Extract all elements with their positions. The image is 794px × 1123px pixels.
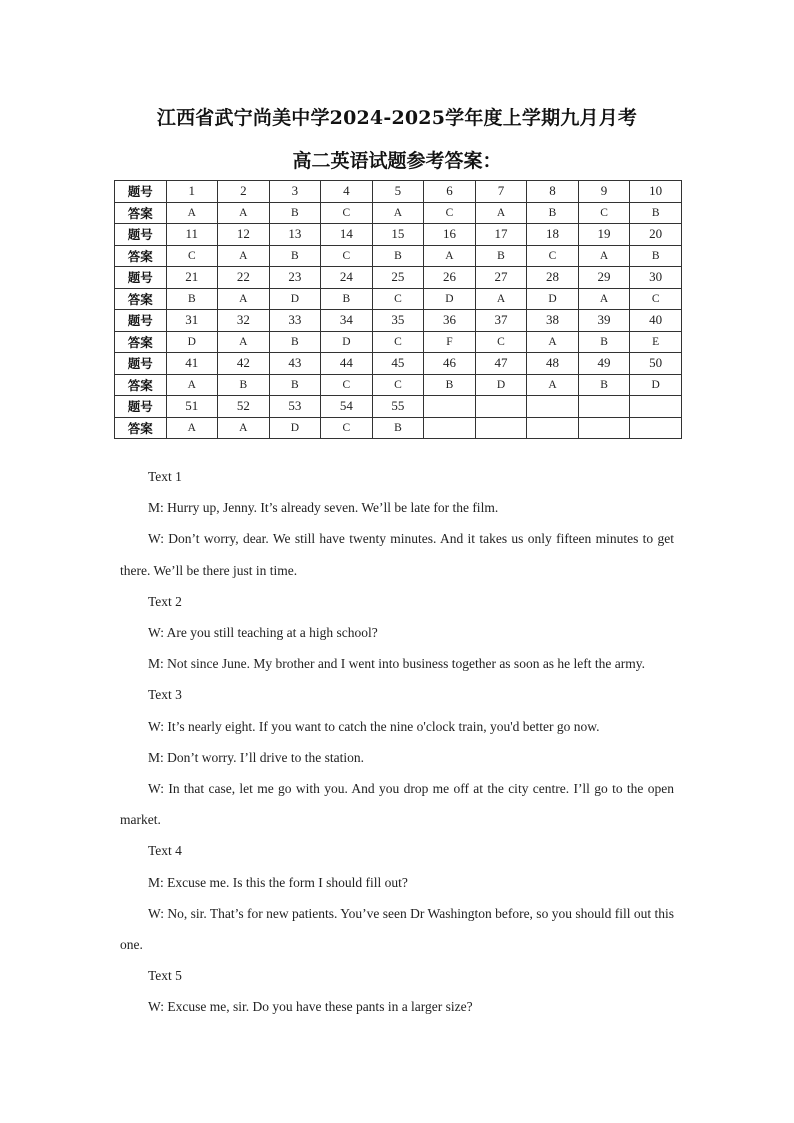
question-number-cell: 9 (578, 181, 630, 203)
answer-cell: A (218, 288, 270, 310)
answer-label-cell: 答案 (115, 374, 167, 396)
question-number-cell: 44 (321, 353, 373, 375)
page-subtitle: 高二英语试题参考答案： (292, 150, 502, 172)
text-section-label: Text 3 (148, 687, 182, 703)
question-number-cell: 35 (372, 310, 424, 332)
question-number-cell: 53 (269, 396, 321, 418)
answer-cell: C (372, 288, 424, 310)
answer-row (115, 202, 682, 224)
answer-cell: D (269, 288, 321, 310)
dialogue-line: W: Don’t worry, dear. We still have twenty minutes. And it takes us only fifteen minutes to get there. We’ll be there just in time. (120, 531, 674, 578)
answer-cell: A (475, 288, 527, 310)
answer-cell: A (166, 417, 218, 439)
answer-cell: B (269, 202, 321, 224)
answer-label-cell: 答案 (115, 202, 167, 224)
question-label-cell: 题号 (115, 181, 167, 203)
question-number-cell: 50 (630, 353, 682, 375)
answer-cell: B (218, 374, 270, 396)
question-number-cell: 20 (630, 224, 682, 246)
answer-cell: A (578, 245, 630, 267)
answer-cell: B (578, 374, 630, 396)
question-number-cell: 49 (578, 353, 630, 375)
answer-cell: B (527, 202, 579, 224)
answer-label-cell: 答案 (115, 417, 167, 439)
question-number-cell: 12 (218, 224, 270, 246)
dialogue-line: M: Excuse me. Is this the form I should fill out? (148, 874, 408, 890)
dialogue-line: M: Don’t worry. I’ll drive to the station. (148, 749, 364, 765)
answer-cell (527, 417, 579, 439)
answer-cell: D (475, 374, 527, 396)
question-number-cell: 6 (424, 181, 476, 203)
question-number-cell: 40 (630, 310, 682, 332)
question-number-row (115, 396, 682, 418)
answer-cell: C (372, 374, 424, 396)
question-number-cell: 51 (166, 396, 218, 418)
answer-label-cell: 答案 (115, 245, 167, 267)
question-number-cell: 32 (218, 310, 270, 332)
question-number-cell: 15 (372, 224, 424, 246)
answer-cell: C (321, 245, 373, 267)
answer-cell: B (269, 331, 321, 353)
question-label-cell: 题号 (115, 310, 167, 332)
answer-cell: B (269, 374, 321, 396)
answer-cell: C (166, 245, 218, 267)
question-number-cell: 8 (527, 181, 579, 203)
answer-cell (475, 417, 527, 439)
question-label-cell: 题号 (115, 353, 167, 375)
question-number-cell: 42 (218, 353, 270, 375)
answer-cell: A (218, 331, 270, 353)
question-number-cell: 33 (269, 310, 321, 332)
listening-transcript (120, 461, 674, 1023)
question-number-row (115, 310, 682, 332)
answer-cell: D (269, 417, 321, 439)
dialogue-line: M: Hurry up, Jenny. It’s already seven. We’ll be late for the film. (148, 500, 499, 516)
dialogue-line: W: No, sir. That’s for new patients. You’ve seen Dr Washington before, so you should fill out this one. (120, 905, 674, 953)
answer-row (115, 245, 682, 267)
question-label-cell: 题号 (115, 224, 167, 246)
answer-cell: C (372, 331, 424, 353)
answer-cell: B (578, 331, 630, 353)
question-label-cell: 题号 (115, 396, 167, 418)
question-number-cell: 23 (269, 267, 321, 289)
answer-cell: A (578, 288, 630, 310)
question-number-cell: 36 (424, 310, 476, 332)
page-title: 江西省武宁尚美中学2024-2025学年度上学期九月月考 (156, 107, 638, 129)
question-number-cell: 43 (269, 353, 321, 375)
question-number-cell (475, 396, 527, 418)
answer-cell: C (424, 202, 476, 224)
answer-cell: A (475, 202, 527, 224)
question-number-cell: 37 (475, 310, 527, 332)
question-number-cell: 47 (475, 353, 527, 375)
answer-cell: D (166, 331, 218, 353)
answer-cell (630, 417, 682, 439)
dialogue-line: M: Not since June. My brother and I went into business together as soon as he left the army. (148, 656, 646, 672)
text-section-label: Text 5 (148, 968, 182, 984)
answer-row (115, 374, 682, 396)
question-number-cell: 1 (166, 181, 218, 203)
question-number-cell: 11 (166, 224, 218, 246)
question-number-cell: 46 (424, 353, 476, 375)
answer-cell (578, 417, 630, 439)
answer-cell: D (321, 331, 373, 353)
question-number-cell: 30 (630, 267, 682, 289)
question-number-row (115, 267, 682, 289)
dialogue-line: W: In that case, let me go with you. And you drop me off at the city centre. I’ll go to the open market. (120, 781, 674, 828)
answer-cell: B (321, 288, 373, 310)
answer-cell: B (424, 374, 476, 396)
answer-cell: C (527, 245, 579, 267)
question-number-cell: 10 (630, 181, 682, 203)
answer-cell: A (424, 245, 476, 267)
question-number-cell: 48 (527, 353, 579, 375)
text-section-label: Text 4 (148, 843, 182, 859)
answer-row (115, 417, 682, 439)
answer-cell (424, 417, 476, 439)
answer-label-cell: 答案 (115, 288, 167, 310)
question-number-cell: 27 (475, 267, 527, 289)
question-number-cell: 28 (527, 267, 579, 289)
answer-row (115, 288, 682, 310)
question-number-cell: 7 (475, 181, 527, 203)
answer-label-cell: 答案 (115, 331, 167, 353)
question-number-cell: 25 (372, 267, 424, 289)
question-number-cell: 39 (578, 310, 630, 332)
question-number-cell: 52 (218, 396, 270, 418)
answer-cell: D (630, 374, 682, 396)
answer-cell: B (166, 288, 218, 310)
answer-cell: A (218, 417, 270, 439)
answer-cell: C (321, 417, 373, 439)
text-section-label: Text 1 (148, 469, 182, 484)
question-number-cell: 24 (321, 267, 373, 289)
answer-cell: A (166, 374, 218, 396)
answer-cell: A (372, 202, 424, 224)
question-number-cell: 31 (166, 310, 218, 332)
answer-cell: B (630, 202, 682, 224)
answer-cell: B (630, 245, 682, 267)
dialogue-line: W: Are you still teaching at a high school? (148, 625, 378, 641)
question-number-cell (424, 396, 476, 418)
question-number-cell: 38 (527, 310, 579, 332)
question-number-cell: 2 (218, 181, 270, 203)
answer-key-table (114, 180, 682, 439)
answer-cell: B (475, 245, 527, 267)
question-number-cell: 22 (218, 267, 270, 289)
answer-cell: C (321, 202, 373, 224)
answer-cell: A (218, 245, 270, 267)
question-number-cell: 26 (424, 267, 476, 289)
dialogue-line: W: It’s nearly eight. If you want to catch the nine o'clock train, you'd better go now. (148, 718, 600, 734)
answer-cell: C (321, 374, 373, 396)
answer-cell: C (578, 202, 630, 224)
text-section-label: Text 2 (148, 593, 182, 609)
question-number-row (115, 224, 682, 246)
question-number-row (115, 181, 682, 203)
question-number-cell: 5 (372, 181, 424, 203)
answer-cell: D (527, 288, 579, 310)
question-number-cell: 17 (475, 224, 527, 246)
answer-cell: B (372, 417, 424, 439)
question-number-cell (527, 396, 579, 418)
question-number-cell: 13 (269, 224, 321, 246)
question-number-cell: 21 (166, 267, 218, 289)
answer-cell: A (527, 374, 579, 396)
answer-cell: F (424, 331, 476, 353)
question-number-row (115, 353, 682, 375)
question-number-cell (578, 396, 630, 418)
question-number-cell (630, 396, 682, 418)
question-number-cell: 4 (321, 181, 373, 203)
question-number-cell: 18 (527, 224, 579, 246)
dialogue-line: W: Excuse me, sir. Do you have these pants in a larger size? (148, 999, 473, 1015)
question-number-cell: 55 (372, 396, 424, 418)
answer-cell: D (424, 288, 476, 310)
question-number-cell: 45 (372, 353, 424, 375)
question-label-cell: 题号 (115, 267, 167, 289)
question-number-cell: 14 (321, 224, 373, 246)
answer-cell: A (166, 202, 218, 224)
question-number-cell: 41 (166, 353, 218, 375)
question-number-cell: 34 (321, 310, 373, 332)
question-number-cell: 3 (269, 181, 321, 203)
question-number-cell: 54 (321, 396, 373, 418)
answer-cell: C (475, 331, 527, 353)
question-number-cell: 16 (424, 224, 476, 246)
answer-cell: E (630, 331, 682, 353)
answer-row (115, 331, 682, 353)
answer-cell: A (218, 202, 270, 224)
question-number-cell: 19 (578, 224, 630, 246)
answer-cell: A (527, 331, 579, 353)
answer-cell: B (372, 245, 424, 267)
answer-cell: C (630, 288, 682, 310)
answer-cell: B (269, 245, 321, 267)
question-number-cell: 29 (578, 267, 630, 289)
